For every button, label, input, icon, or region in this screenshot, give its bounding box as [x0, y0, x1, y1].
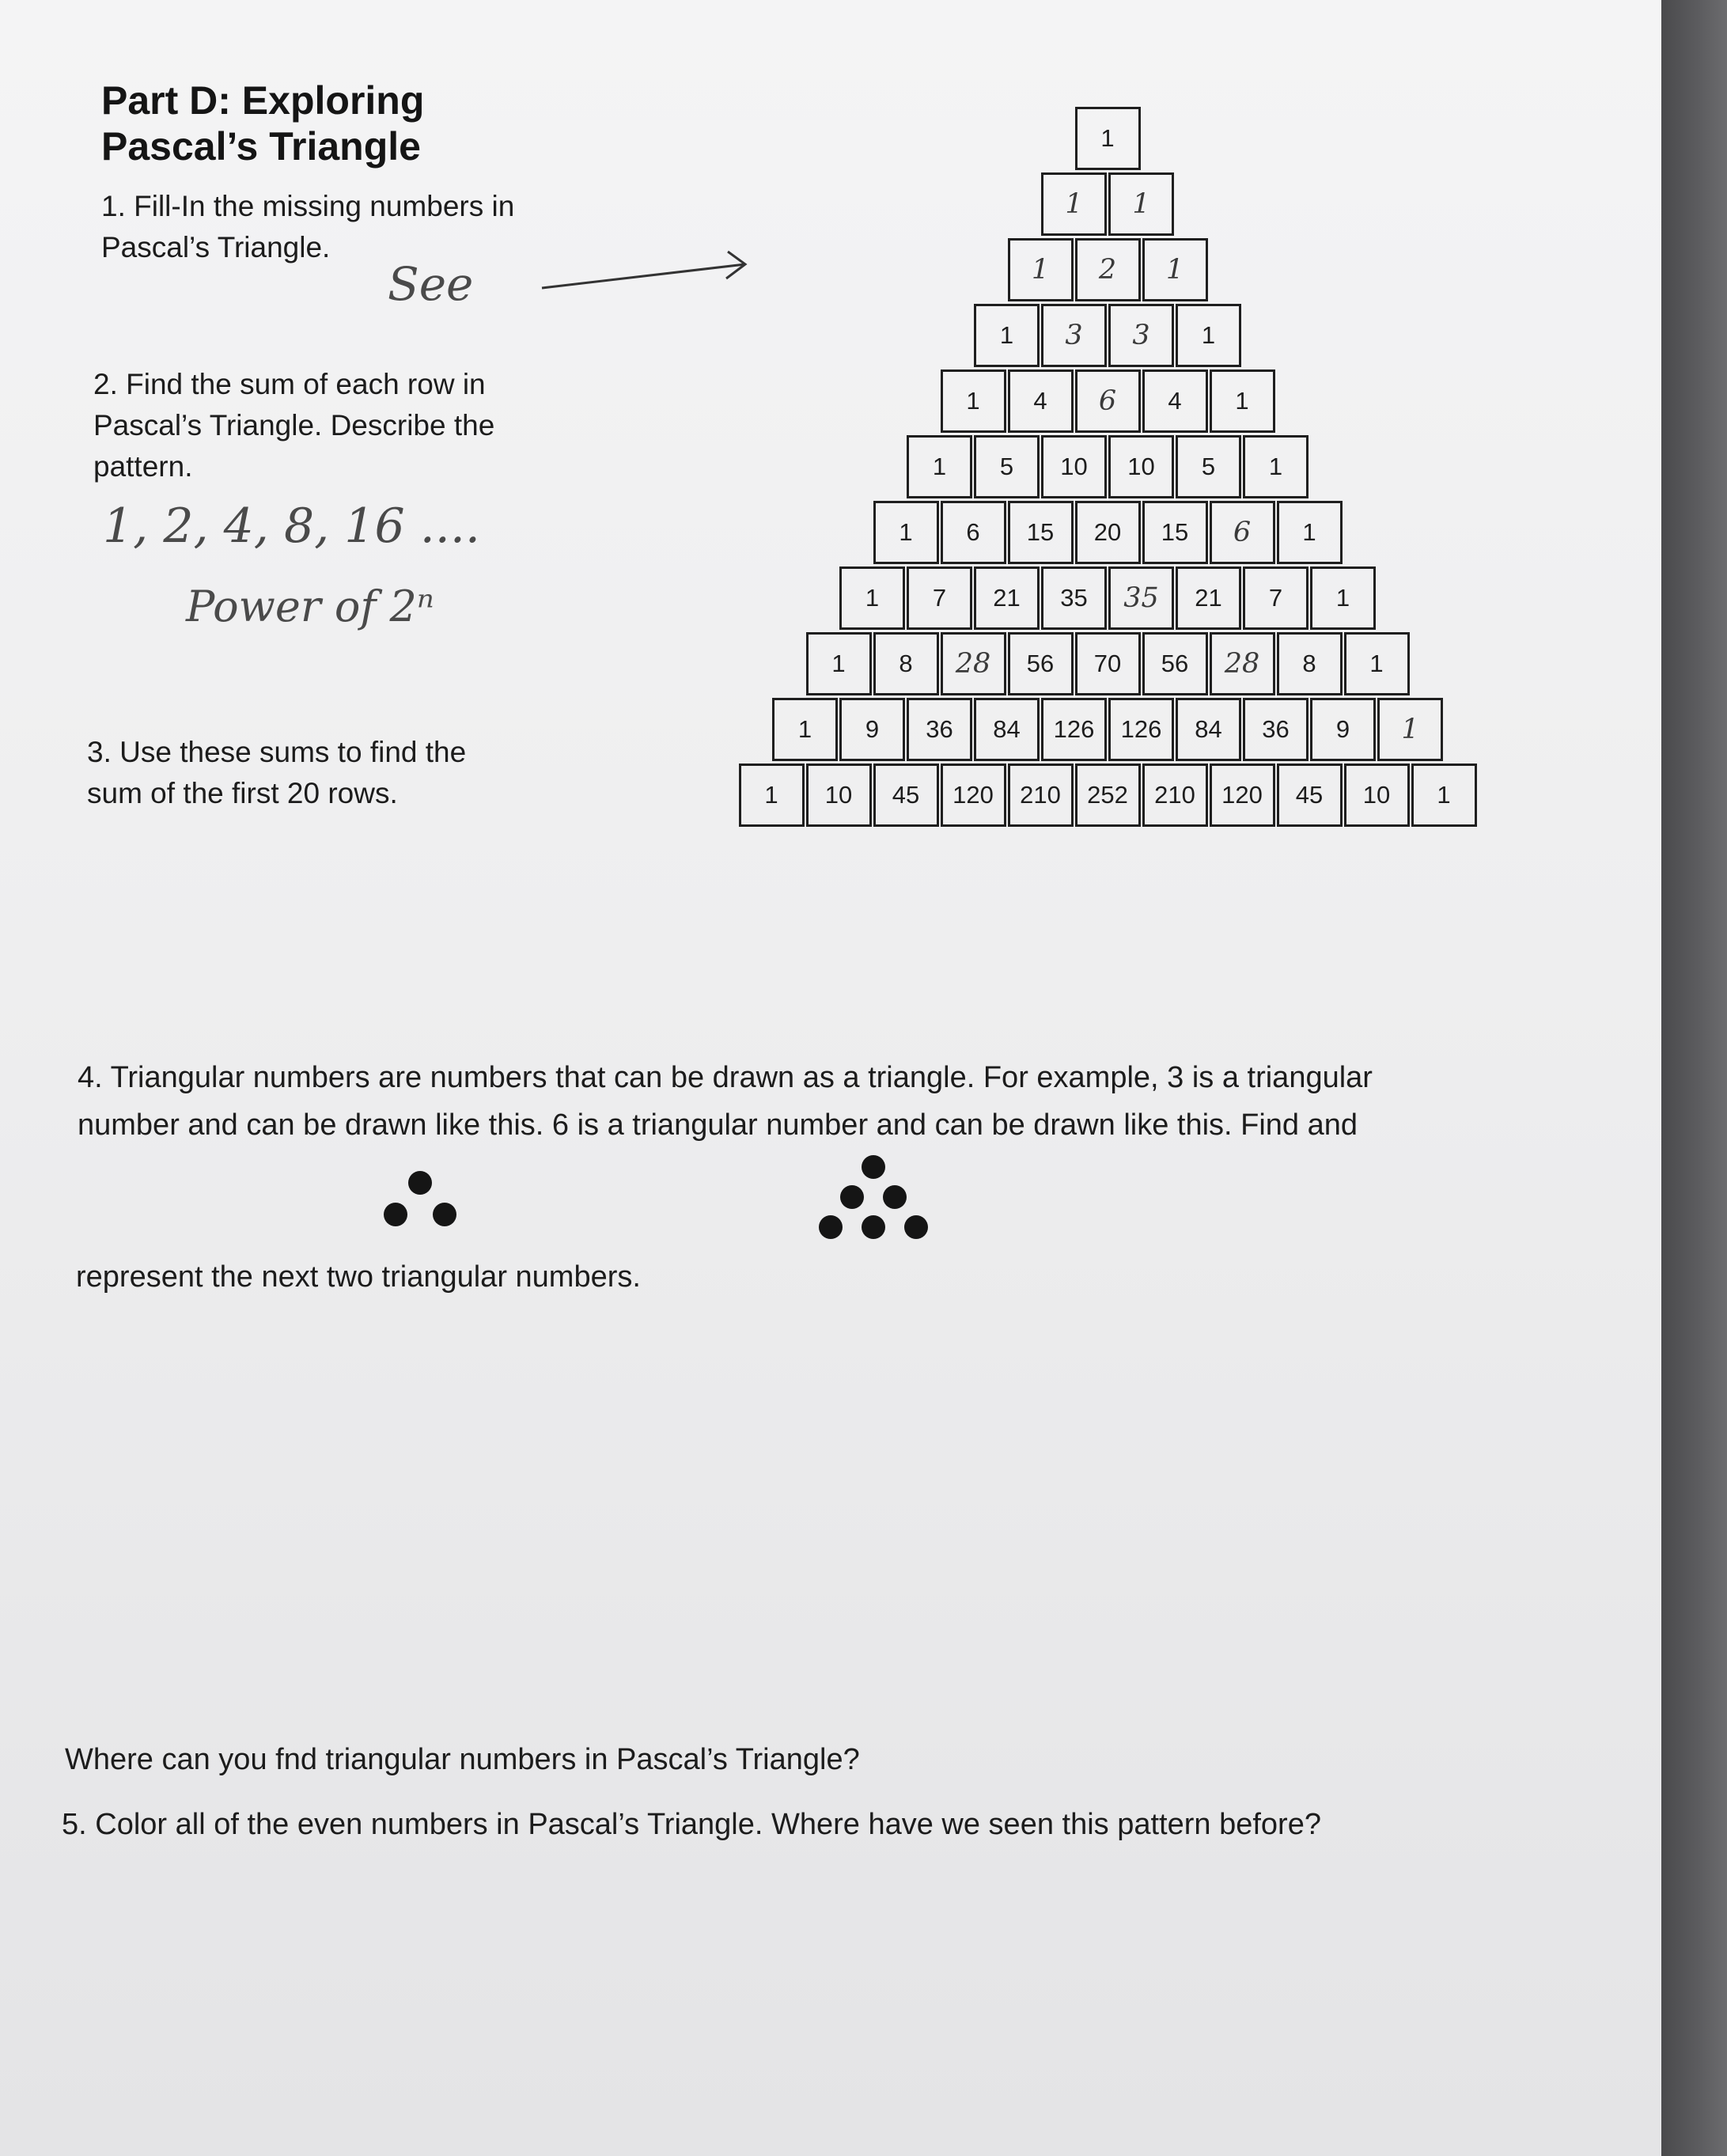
triangle-cell: 35 [1041, 566, 1107, 630]
triangle-cell: 1 [1176, 304, 1241, 367]
triangle-cell: 5 [974, 435, 1040, 498]
page-edge-shadow [1661, 0, 1727, 2156]
arrow-icon [538, 247, 752, 294]
dot [904, 1215, 928, 1239]
triangle-cell: 8 [1277, 632, 1343, 695]
triangle-cell: 1 [1243, 435, 1309, 498]
triangle-cell: 3 [1108, 304, 1174, 367]
question-1-line-2: Pascal’s Triangle. [101, 231, 331, 263]
question-2-line-2: Pascal’s Triangle. Describe the [93, 409, 495, 441]
triangle-cell: 6 [941, 501, 1006, 564]
question-2-handwritten-sequence: 1, 2, 4, 8, 16 .... [103, 498, 480, 554]
dot [862, 1155, 885, 1179]
triangle-cell: 210 [1008, 764, 1074, 827]
triangle-cell: 15 [1142, 501, 1208, 564]
triangle-cell: 4 [1142, 369, 1208, 433]
triangle-cell: 1 [1344, 632, 1410, 695]
question-3-line-1: 3. Use these sums to find the [87, 736, 467, 768]
triangular-number-6-dots [819, 1155, 930, 1250]
triangle-cell: 70 [1075, 632, 1141, 695]
dot [840, 1185, 864, 1209]
triangle-cell: 45 [1277, 764, 1343, 827]
triangle-cell: 20 [1075, 501, 1141, 564]
triangle-cell: 1 [1108, 172, 1174, 236]
triangle-cell: 1 [806, 632, 872, 695]
triangle-cell: 8 [873, 632, 939, 695]
triangle-cell: 21 [1176, 566, 1241, 630]
triangle-cell: 84 [1176, 698, 1241, 761]
question-3-line-2: sum of the first 20 rows. [87, 777, 398, 809]
triangle-cell: 10 [1108, 435, 1174, 498]
question-4-line-1: 4. Triangular numbers are numbers that can be drawn as a triangle. For example, 3 is a triangular [78, 1061, 1373, 1094]
question-2-handwritten-note: Power of 2ⁿ [186, 582, 434, 631]
question-4-line-2: number and can be drawn like this. 6 is a triangular number and can be drawn like this. Find and [78, 1108, 1358, 1142]
triangle-cell: 252 [1075, 764, 1141, 827]
triangle-cell: 56 [1008, 632, 1074, 695]
triangle-cell: 1 [1411, 764, 1477, 827]
triangle-cell: 1 [1041, 172, 1107, 236]
triangle-cell: 1 [974, 304, 1040, 367]
triangle-cell: 9 [1310, 698, 1376, 761]
triangle-cell: 120 [1210, 764, 1275, 827]
dot [862, 1215, 885, 1239]
question-4-line-3: represent the next two triangular numbers. [76, 1260, 641, 1294]
triangle-cell: 6 [1075, 369, 1141, 433]
triangle-cell: 1 [1377, 698, 1443, 761]
triangle-cell: 120 [941, 764, 1006, 827]
question-2-line-3: pattern. [93, 450, 193, 483]
triangle-cell: 28 [941, 632, 1006, 695]
question-4 [78, 1054, 1373, 1149]
triangle-cell: 1 [873, 501, 939, 564]
triangle-cell: 45 [873, 764, 939, 827]
question-5: 5. Color all of the even numbers in Pascal’s Triangle. Where have we seen this pattern before? [62, 1808, 1321, 1841]
title-line-2: Pascal’s Triangle [101, 124, 421, 169]
dot [819, 1215, 843, 1239]
question-1-line-1: 1. Fill-In the missing numbers in [101, 190, 515, 222]
triangle-cell: 10 [1041, 435, 1107, 498]
triangle-cell: 28 [1210, 632, 1275, 695]
question-4b: Where can you fnd triangular numbers in Pascal’s Triangle? [65, 1743, 860, 1776]
triangle-cell: 126 [1108, 698, 1174, 761]
triangle-cell: 6 [1210, 501, 1275, 564]
triangle-cell: 1 [1142, 238, 1208, 301]
dot [384, 1203, 407, 1226]
triangular-number-3-dots [384, 1171, 455, 1242]
question-2-line-1: 2. Find the sum of each row in [93, 368, 486, 400]
triangle-cell: 1 [839, 566, 905, 630]
triangle-cell: 7 [907, 566, 972, 630]
triangle-cell: 1 [1277, 501, 1343, 564]
question-3 [87, 732, 466, 814]
triangle-cell: 3 [1041, 304, 1107, 367]
question-2 [93, 364, 494, 487]
triangle-cell: 210 [1142, 764, 1208, 827]
triangle-cell: 1 [739, 764, 805, 827]
triangle-cell: 10 [1344, 764, 1410, 827]
triangle-cell: 5 [1176, 435, 1241, 498]
pascals-triangle [732, 107, 1483, 831]
triangle-cell: 1 [1210, 369, 1275, 433]
dot [408, 1171, 432, 1195]
triangle-cell: 7 [1243, 566, 1309, 630]
triangle-cell: 1 [941, 369, 1006, 433]
triangle-cell: 4 [1008, 369, 1074, 433]
triangle-cell: 1 [1310, 566, 1376, 630]
question-1-handwritten-answer: See [388, 257, 474, 311]
triangle-cell: 36 [1243, 698, 1309, 761]
triangle-cell: 1 [1008, 238, 1074, 301]
triangle-cell: 126 [1041, 698, 1107, 761]
triangle-cell: 36 [907, 698, 972, 761]
title-line-1: Part D: Exploring [101, 78, 425, 123]
triangle-cell: 1 [772, 698, 838, 761]
triangle-cell: 84 [974, 698, 1040, 761]
triangle-cell: 35 [1108, 566, 1174, 630]
triangle-cell: 56 [1142, 632, 1208, 695]
question-1 [101, 186, 514, 268]
page-title [101, 78, 424, 169]
triangle-cell: 21 [974, 566, 1040, 630]
triangle-cell: 10 [806, 764, 872, 827]
triangle-cell: 9 [839, 698, 905, 761]
triangle-cell: 15 [1008, 501, 1074, 564]
dot [433, 1203, 456, 1226]
triangle-cell: 1 [1075, 107, 1141, 170]
triangle-cell: 2 [1075, 238, 1141, 301]
triangle-cell: 1 [907, 435, 972, 498]
dot [883, 1185, 907, 1209]
